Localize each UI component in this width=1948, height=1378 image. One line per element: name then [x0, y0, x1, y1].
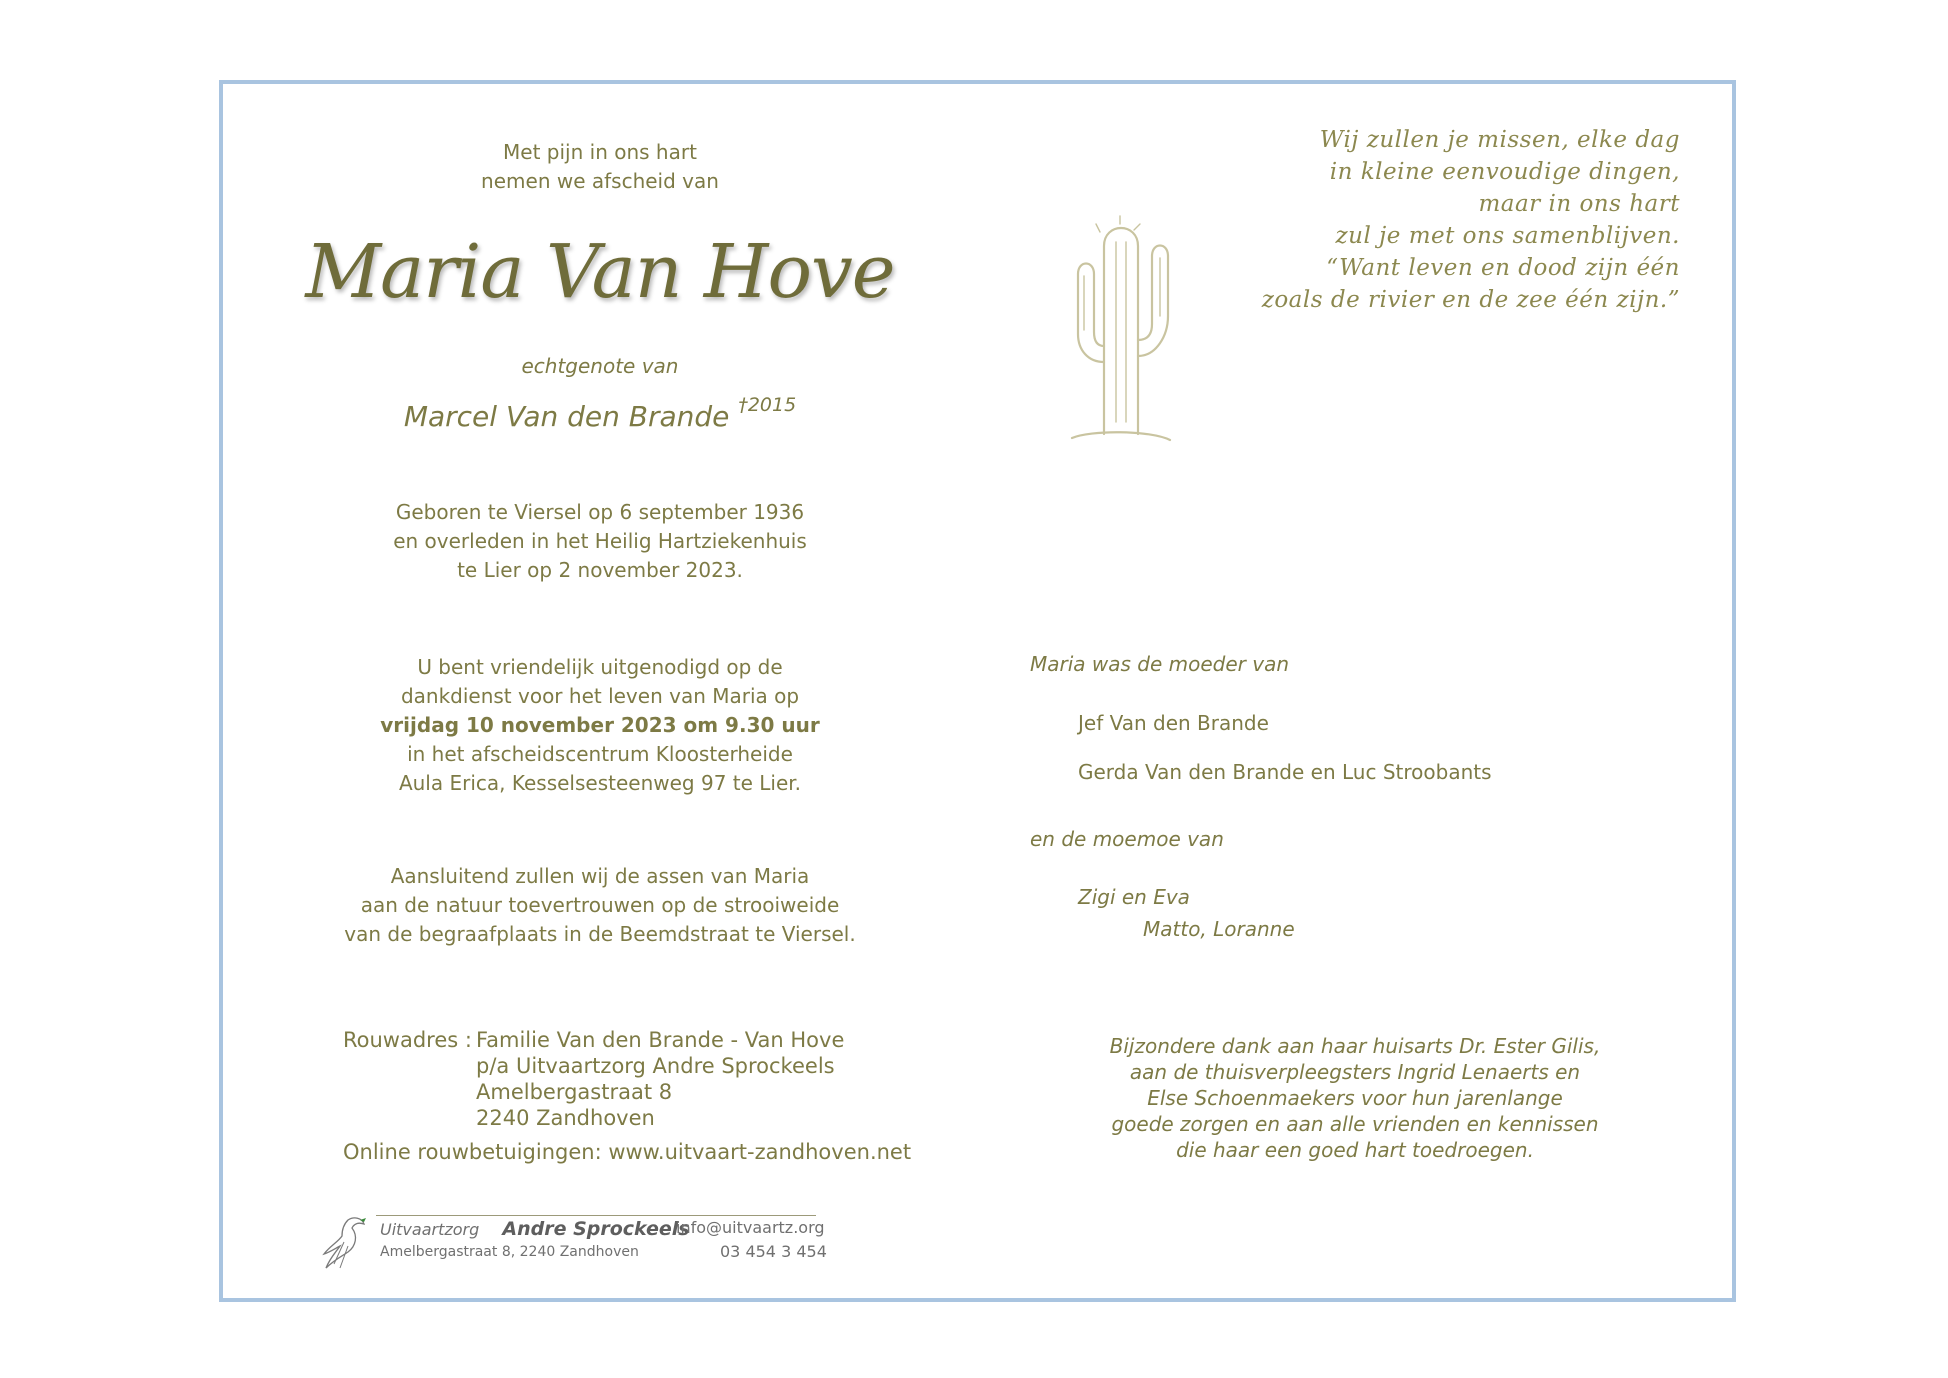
thanks-text — [1060, 1033, 1650, 1163]
funeral-home-phone: 03 454 3 454 — [720, 1242, 827, 1261]
address-lines — [476, 1027, 844, 1131]
child-name: Gerda Van den Brande en Luc Stroobants — [1078, 760, 1492, 784]
funeral-home-address: Amelbergastraat 8, 2240 Zandhoven — [380, 1244, 639, 1260]
birth-death-line: Geboren te Viersel op 6 september 1936 — [395, 500, 805, 524]
online-condolences[interactable]: Online rouwbetuigingen: www.uitvaart-zandhoven.net — [343, 1140, 912, 1164]
service-invitation — [330, 653, 870, 798]
children-label: Maria was de moeder van — [1030, 652, 1290, 676]
service-line: in het afscheidscentrum Kloosterheide — [407, 742, 793, 766]
deceased-name: Maria Van Hove — [305, 229, 895, 315]
funeral-home-email[interactable]: info@uitvaartz.org — [676, 1218, 825, 1237]
poem-line: in kleine eenvoudige dingen, — [1329, 159, 1680, 185]
child-name: Jef Van den Brande — [1078, 711, 1269, 735]
grandchild-names: Matto, Loranne — [1143, 917, 1295, 941]
service-line: dankdienst voor het leven van Maria op — [400, 684, 800, 708]
thanks-line: Bijzondere dank aan haar huisarts Dr. Ester Gilis, — [1109, 1034, 1601, 1058]
ashes-line: Aansluitend zullen wij de assen van Maria — [390, 864, 810, 888]
thanks-line: Else Schoenmaekers voor hun jarenlange — [1147, 1086, 1563, 1110]
grandchild-names: Zigi en Eva — [1078, 885, 1190, 909]
address-line: Amelbergastraat 8 — [476, 1080, 673, 1104]
spouse-death-mark: †2015 — [738, 394, 797, 416]
cactus-icon — [1060, 212, 1180, 444]
funeral-home-name: Andre Sprockeels — [502, 1218, 690, 1240]
service-line: U bent vriendelijk uitgenodigd op de — [417, 655, 783, 679]
poem — [1190, 124, 1680, 316]
intro-line: Met pijn in ons hart — [503, 140, 697, 164]
spouse-name-block — [330, 386, 870, 436]
birth-death-line: te Lier op 2 november 2023. — [457, 558, 743, 582]
ashes-line: aan de natuur toevertrouwen op de strooiweide — [360, 893, 840, 917]
address-line: Familie Van den Brande - Van Hove — [476, 1028, 845, 1052]
address-label: Rouwadres : — [343, 1028, 472, 1052]
ashes-text — [330, 862, 870, 949]
grandchildren-label: en de moemoe van — [1030, 827, 1224, 851]
poem-line: zoals de rivier en de zee één zijn.” — [1261, 287, 1680, 313]
birth-death-line: en overleden in het Heilig Hartziekenhuis — [393, 529, 807, 553]
logo-divider — [376, 1215, 816, 1216]
poem-line: zul je met ons samenblijven. — [1335, 223, 1680, 249]
thanks-line: aan de thuisverpleegsters Ingrid Lenaerts en — [1129, 1060, 1581, 1084]
intro-line: nemen we afscheid van — [481, 169, 719, 193]
birth-death-text — [330, 498, 870, 585]
service-line: Aula Erica, Kesselsesteenweg 97 te Lier. — [398, 771, 802, 795]
intro-text — [380, 138, 820, 196]
spouse-name: Marcel Van den Brande — [403, 400, 730, 434]
poem-line: maar in ons hart — [1478, 191, 1680, 217]
poem-line: Wij zullen je missen, elke dag — [1319, 127, 1680, 153]
bird-logo-icon — [318, 1212, 376, 1272]
funeral-home-prefix: Uitvaartzorg — [380, 1220, 480, 1239]
ashes-line: van de begraafplaats in de Beemdstraat te Viersel. — [344, 922, 856, 946]
thanks-line: goede zorgen en aan alle vrienden en kennissen — [1111, 1112, 1599, 1136]
funeral-home-brand — [380, 1218, 690, 1240]
service-date: vrijdag 10 november 2023 om 9.30 uur — [380, 713, 820, 737]
address-line: p/a Uitvaartzorg Andre Sprockeels — [476, 1054, 835, 1078]
poem-line: “Want leven en dood zijn één — [1326, 255, 1680, 281]
spouse-label: echtgenote van — [521, 354, 679, 378]
thanks-line: die haar een goed hart toedroegen. — [1176, 1138, 1534, 1162]
address-line: 2240 Zandhoven — [476, 1106, 655, 1130]
